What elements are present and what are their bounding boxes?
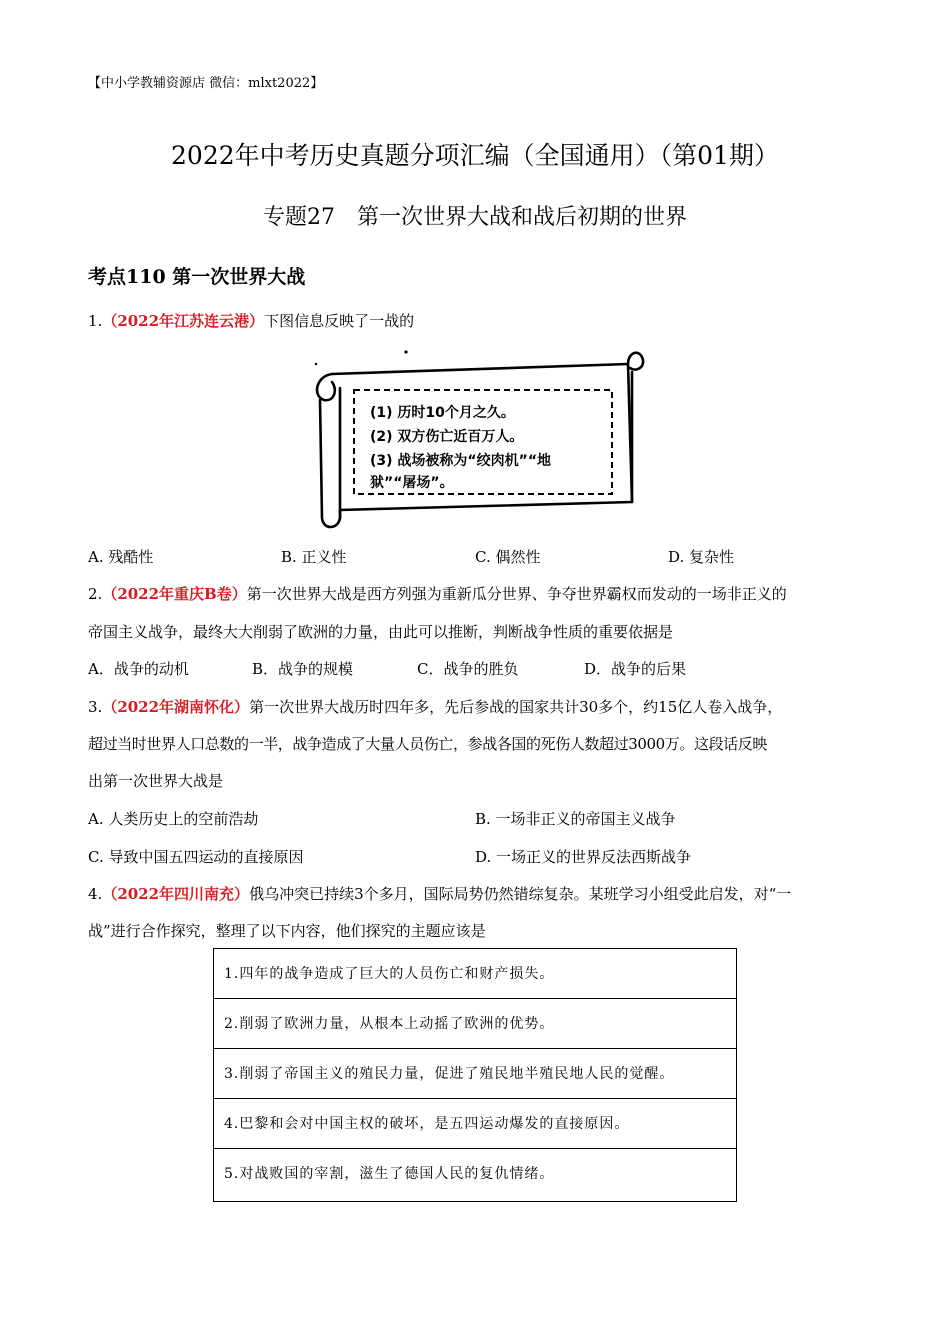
scroll-illustration bbox=[310, 342, 646, 532]
question-number: 1. bbox=[88, 312, 103, 330]
table-row: 4.巴黎和会对中国主权的破坏，是五四运动爆发的直接原因。 bbox=[214, 1099, 736, 1149]
question-source: （2022年湖南怀化） bbox=[102, 698, 250, 716]
scroll-line-3: (3) 战场被称为“绞肉机”“地 bbox=[370, 453, 552, 469]
question-2-line-2: 帝国主义战争，最终大大削弱了欧洲的力量，由此可以推断，判断战争性质的重要依据是 bbox=[88, 623, 674, 641]
q2-option-d: D．战争的后果 bbox=[584, 660, 687, 678]
q2-option-b: B．战争的规模 bbox=[252, 660, 354, 678]
question-source: （2022年江苏连云港） bbox=[102, 312, 265, 330]
section-title: 考点110 第一次世界大战 bbox=[88, 266, 306, 288]
table-row: 1.四年的战争造成了巨大的人员伤亡和财产损失。 bbox=[214, 949, 736, 999]
q1-option-d: D. 复杂性 bbox=[668, 548, 735, 566]
question-text: 下图信息反映了一战的 bbox=[264, 312, 415, 330]
question-text: 第一次世界大战历时四年多，先后参战的国家共计30多个，约15亿人卷入战争， bbox=[249, 698, 783, 716]
q3-option-d: D. 一场正义的世界反法西斯战争 bbox=[475, 848, 692, 866]
scroll-line-2: (2) 双方伤亡近百万人。 bbox=[370, 429, 524, 445]
page-title: 2022年中考历史真题分项汇编（全国通用）（第01期） bbox=[171, 141, 779, 170]
header-note: 【中小学教辅资源店 微信：mlxt2022】 bbox=[88, 76, 324, 91]
question-4 bbox=[88, 883, 791, 904]
table-row: 3.削弱了帝国主义的殖民力量，促进了殖民地半殖民地人民的觉醒。 bbox=[214, 1049, 736, 1099]
table-row: 2.削弱了欧洲力量，从根本上动摇了欧洲的优势。 bbox=[214, 999, 736, 1049]
question-text: 俄乌冲突已持续3个多月，国际局势仍然错综复杂。某班学习小组受此启发，对“一 bbox=[249, 885, 792, 903]
question-number: 2. bbox=[88, 585, 103, 603]
question-source: （2022年四川南充） bbox=[102, 885, 250, 903]
q1-option-c: C. 偶然性 bbox=[475, 548, 541, 566]
content-table bbox=[213, 948, 737, 1202]
question-1 bbox=[88, 310, 414, 331]
page-subtitle: 专题27 第一次世界大战和战后初期的世界 bbox=[263, 205, 687, 230]
question-source: （2022年重庆B卷） bbox=[102, 585, 247, 603]
question-2 bbox=[88, 583, 787, 604]
scroll-line-1: (1) 历时10个月之久。 bbox=[370, 405, 515, 421]
q2-option-a: A．战争的动机 bbox=[88, 660, 189, 678]
table-row: 5.对战败国的宰割，滋生了德国人民的复仇情绪。 bbox=[224, 1166, 555, 1182]
q1-option-a: A. 残酷性 bbox=[88, 548, 154, 566]
scroll-line-4: 狱”“屠场”。 bbox=[370, 475, 454, 491]
question-number: 4. bbox=[88, 885, 103, 903]
question-4-line-2: 战”进行合作探究，整理了以下内容，他们探究的主题应该是 bbox=[88, 922, 486, 940]
q3-option-c: C. 导致中国五四运动的直接原因 bbox=[88, 848, 304, 866]
question-number: 3. bbox=[88, 698, 103, 716]
q3-option-a: A. 人类历史上的空前浩劫 bbox=[88, 810, 259, 828]
question-3-line-3: 出第一次世界大战是 bbox=[88, 772, 224, 790]
q1-option-b: B. 正义性 bbox=[281, 548, 347, 566]
question-3 bbox=[88, 696, 782, 717]
q3-option-b: B. 一场非正义的帝国主义战争 bbox=[475, 810, 676, 828]
q2-option-c: C．战争的胜负 bbox=[417, 660, 519, 678]
question-3-line-2: 超过当时世界人口总数的一半，战争造成了大量人员伤亡，参战各国的死伤人数超过3000万。这段话反映 bbox=[88, 735, 767, 753]
question-text: 第一次世界大战是西方列强为重新瓜分世界、争夺世界霸权而发动的一场非正义的 bbox=[246, 585, 787, 603]
